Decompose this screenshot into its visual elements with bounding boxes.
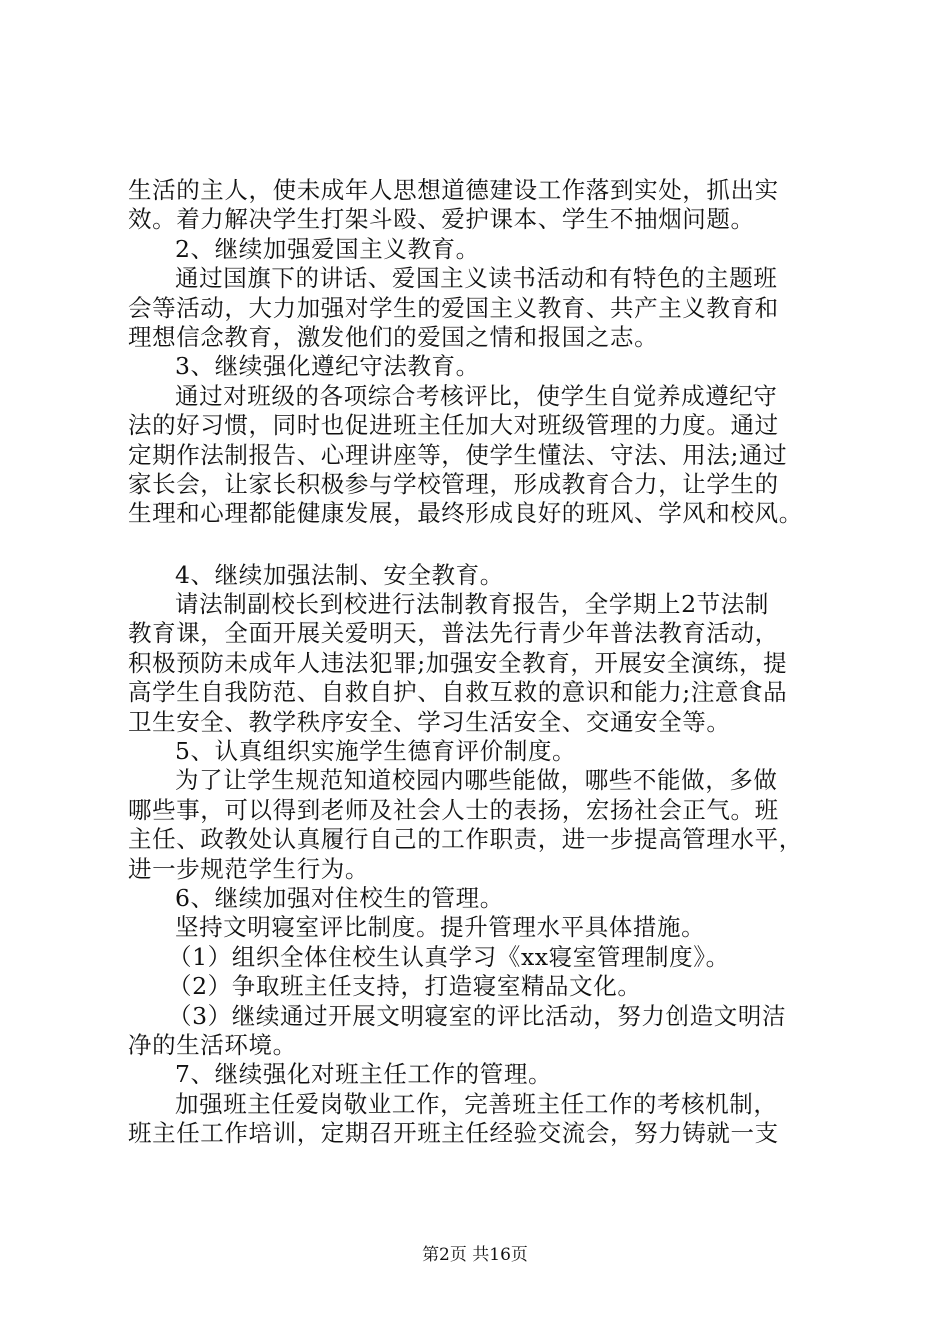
text-line: 请法制副校长到校进行法制教育报告，全学期上2节法制: [175, 590, 769, 619]
text-line: 通过对班级的各项综合考核评比，使学生自觉养成遵纪守: [175, 381, 778, 410]
text-line: 高学生自我防范、自救自护、自救互救的意识和能力;注意食品: [128, 678, 788, 707]
text-line: 班主任工作培训，定期召开班主任经验交流会，努力铸就一支: [128, 1119, 779, 1148]
text-line: 3、继续强化遵纪守法教育。: [175, 352, 480, 381]
page-footer: 第2页 共16页: [422, 1245, 528, 1265]
text-line: （2）争取班主任支持，打造寝室精品文化。: [168, 972, 642, 1001]
text-line: 7、继续强化对班主任工作的管理。: [175, 1060, 553, 1089]
text-line: 2、继续加强爱国主义教育。: [175, 234, 480, 263]
text-line: 理想信念教育，激发他们的爱国之情和报国之志。: [128, 322, 659, 351]
text-line: 为了让学生规范知道校园内哪些能做，哪些不能做，多做: [175, 766, 778, 795]
document-body: [128, 176, 848, 1149]
text-line: 生活的主人，使未成年人思想道德建设工作落到实处，抓出实: [128, 176, 779, 204]
text-line: 加强班主任爱岗敬业工作，完善班主任工作的考核机制，: [175, 1089, 778, 1118]
text-line: 主任、政教处认真履行自己的工作职责，进一步提高管理水平，: [128, 825, 803, 854]
text-line: 哪些事，可以得到老师及社会人士的表扬，宏扬社会正气。班: [128, 795, 779, 824]
text-line: 卫生安全、教学秩序安全、学习生活安全、交通安全等。: [128, 707, 731, 736]
text-line: 效。着力解决学生打架斗殴、爱护课本、学生不抽烟问题。: [128, 205, 755, 234]
text-line: 定期作法制报告、心理讲座等，使学生懂法、守法、用法;通过: [128, 440, 788, 469]
paragraph-gap: [128, 529, 848, 561]
text-line: 生理和心理都能健康发展，最终形成良好的班风、学风和校风。: [128, 499, 803, 528]
text-line: 5、认真组织实施学生德育评价制度。: [175, 737, 577, 766]
text-line: 6、继续加强对住校生的管理。: [175, 883, 504, 912]
text-line: 净的生活环境。: [128, 1030, 297, 1059]
text-line: 通过国旗下的讲话、爱国主义读书活动和有特色的主题班: [175, 264, 778, 293]
text-line: （1）组织全体住校生认真学习《xx寝室管理制度》。: [168, 942, 730, 971]
text-line: （3）继续通过开展文明寝室的评比活动，努力创造文明洁: [168, 1001, 787, 1030]
text-line: 法的好习惯，同时也促进班主任加大对班级管理的力度。通过: [128, 411, 779, 440]
text-line: 家长会，让家长积极参与学校管理，形成教育合力，让学生的: [128, 469, 779, 498]
text-line: 会等活动，大力加强对学生的爱国主义教育、共产主义教育和: [128, 293, 779, 322]
text-line: 坚持文明寝室评比制度。提升管理水平具体措施。: [175, 913, 706, 942]
text-line: 教育课，全面开展关爱明天，普法先行青少年普法教育活动，: [128, 619, 779, 648]
text-line: 进一步规范学生行为。: [128, 854, 369, 883]
text-line: 积极预防未成年人违法犯罪;加强安全教育，开展安全演练，提: [128, 648, 788, 677]
text-line: 4、继续加强法制、安全教育。: [175, 560, 504, 589]
